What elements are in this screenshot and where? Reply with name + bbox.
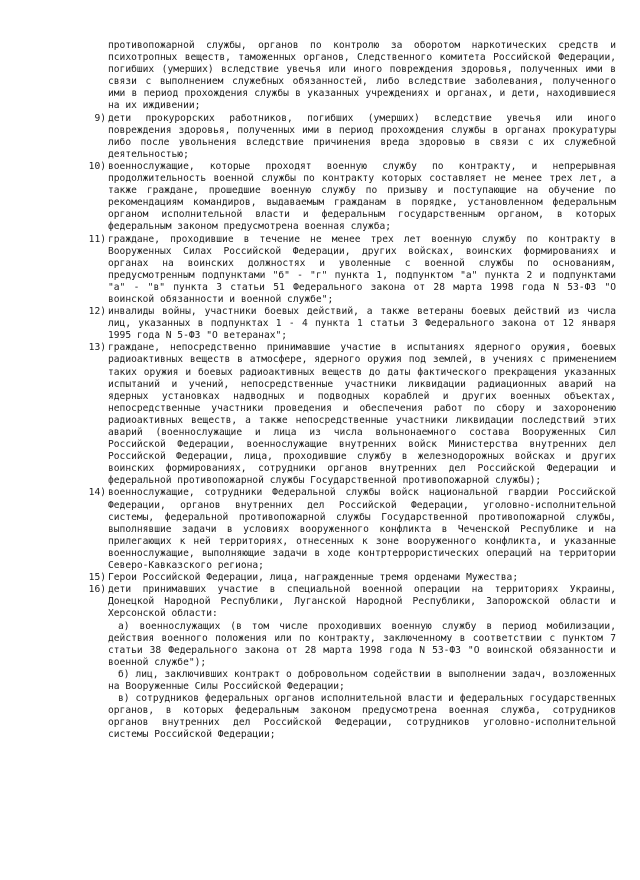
list-text: граждане, непосредственно принимавшие участие в испытаниях ядерного оружия, боевых радиоактивных веществ в атмосфере, ядерного оружия под землей, в учениях с применением таких оружия и боевых радиоактивных веществ до даты фактического прекращения указанных испытаний и учений, непосредственные участники ликвидации радиационных аварий на ядерных установках надводных и подводных кораблей и других военных объектах, непосредственные участники проведения и обеспечения работ по сбору и захоронению радиоактивных веществ, а также непосредственные участники ликвидации последствий этих аварий (военнослужащие и лица из числа вольнонаемного состава Вооруженных Сил Российской Федерации, военнослужащие внутренних войск Министерства внутренних дел Российской Федерации, лица, проходившие службу в железнодорожных войсках и других воинских формированиях, сотрудники органов внутренних дел Российской Федерации и федеральной противопожарной службы Государственной противопожарной службы); [108,342,616,487]
list-number: 9) [94,112,106,124]
list-number: 10) [88,160,106,172]
list-item-14 [88,487,616,572]
list-number: 11) [88,233,106,245]
list-number: 13) [88,342,106,354]
list-number: 14) [88,487,106,499]
subitem-b: б) лиц, заключивших контракт о добровольном содействии в выполнении задач, возложенных на Вооруженные Силы Российской Федерации; [108,668,616,692]
list-text: дети прокурорских работников, погибших (умерших) вследствие увечья или иного повреждения здоровья, полученных ими в период прохождения службы в органах прокуратуры либо после увольнения вследствие причинения вреда здоровью в связи с их служебной деятельностью; [108,112,616,160]
list-item-12 [88,306,616,342]
list-text: инвалиды войны, участники боевых действий, а также ветераны боевых действий из числа лиц, указанных в подпунктах 1 - 4 пункта 1 статьи 3 Федерального закона от 12 января 1995 года N 5-ФЗ "О ветеранах"; [108,306,616,342]
list-item-15 [88,572,616,584]
list-number: 16) [88,584,106,596]
list-number: 12) [88,306,106,318]
intro-paragraph: противопожарной службы, органов по контролю за оборотом наркотических средств и психотропных веществ, таможенных органов, Следственного комитета Российской Федерации, погибших (умерших) вследствие увечья или иного повреждения здоровья, полученных ими в связи с выполнением служебных обязанностей, либо вследствие заболевания, полученного ими в период прохождения службы в указанных учреждениях и органах, и дети, находившиеся на их иждивении; [108,40,616,112]
list-text: военнослужащие, сотрудники Федеральной службы войск национальной гвардии Российской Федерации, органов внутренних дел Российской Федерации, уголовно-исполнительной системы, федеральной противопожарной службы Государственной противопожарной службы, выполнявшие задачи в условиях вооруженного конфликта в Чеченской Республике и на прилегающих к ней территориях, отнесенных к зоне вооруженного конфликта, и указанные военнослужащие, выполняющие задачи в ходе контртеррористических операций на территории Северо-Кавказского региона; [108,487,616,572]
list-number: 15) [88,572,106,584]
list-item-16 [88,584,616,620]
list-text: военнослужащие, которые проходят военную службу по контракту, и непрерывная продолжительность военной службы по контракту которых составляет не менее трех лет, а также граждане, прошедшие военную службу по призыву и поступающие на обучение по рекомендациям командиров, выдаваемым гражданам в порядке, установленном федеральным органом исполнительной власти и федеральным государственным органом, в которых федеральным законом предусмотрена военная служба; [108,160,616,233]
list-item-11 [88,233,616,307]
list-item-10 [88,160,616,234]
list-item-9 [94,112,616,161]
subitem-a: а) военнослужащих (в том числе проходивших военную службу в период мобилизации, действия военного положения или по контракту, заключенному в соответствии с пунктом 7 статьи 38 Федерального закона от 28 марта 1998 года N 53-ФЗ "О воинской обязанности и военной службе"); [108,620,616,668]
list-text: граждане, проходившие в течение не менее трех лет военную службу по контракту в Вооруженных Силах Российской Федерации, других войсках, воинских формированиях и органах на воинских должностях и уволенные с военной службы по основаниям, предусмотренным подпунктами "б" - "г" пункта 1, подпунктом "а" пункта 2 и подпунктами "а" - "в" пункта 3 статьи 51 Федерального закона от 28 марта 1998 года N 53-ФЗ "О воинской обязанности и военной службе"; [108,233,616,305]
list-text: дети принимавших участие в специальной военной операции на территориях Украины, Донецкой Народной Республики, Луганской Народной Республики, Запорожской области и Херсонской области: [108,584,616,620]
list-item-13 [88,342,616,487]
list-text: Герои Российской Федерации, лица, награжденные тремя орденами Мужества; [108,572,519,584]
subitem-v: в) сотрудников федеральных органов исполнительной власти и федеральных государственных органов, в которых федеральным законом предусмотрена военная служба, сотрудников органов внутренних дел Российской Федерации, сотрудников уголовно-исполнительной системы Российской Федерации; [108,693,616,741]
